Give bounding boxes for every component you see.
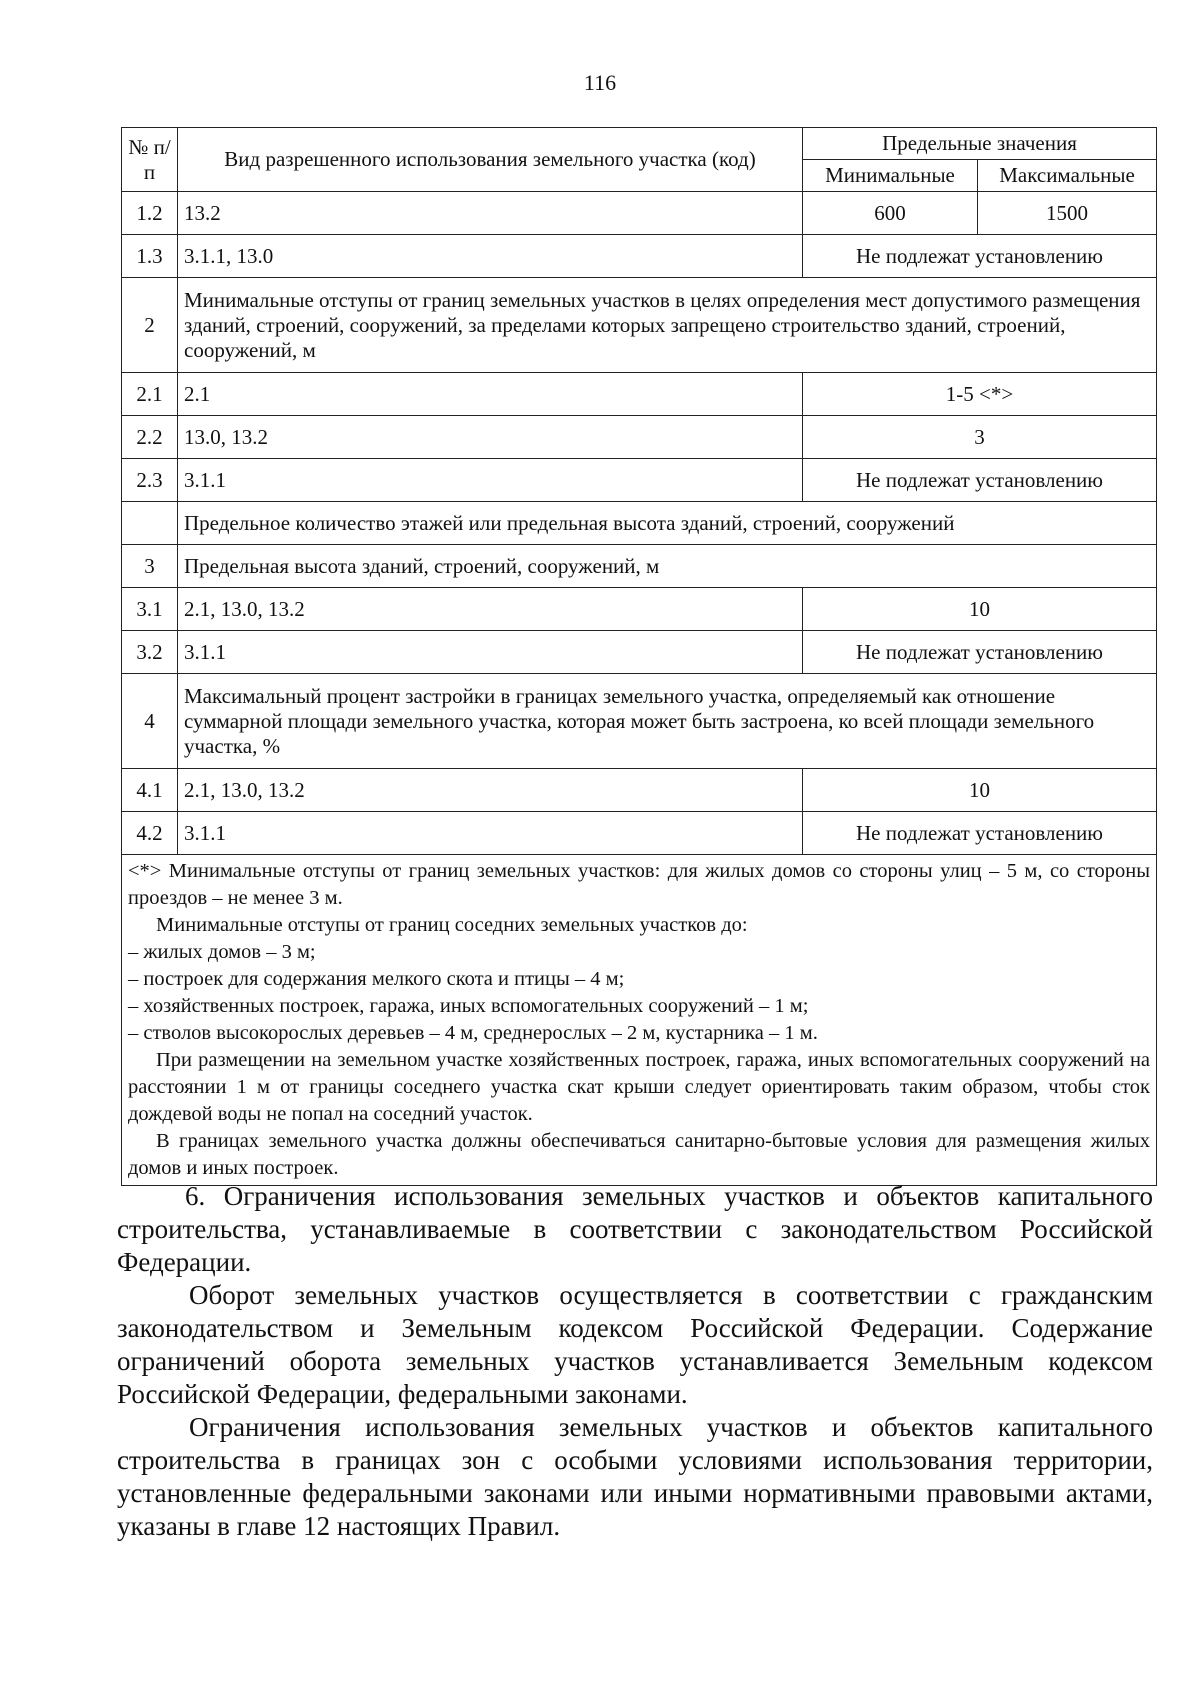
row-section-text: Предельное количество этажей или предельная высота зданий, строений, сооружений xyxy=(178,502,1157,545)
row-num: 2.1 xyxy=(122,373,178,416)
table-row xyxy=(122,459,1157,502)
row-value: 10 xyxy=(803,769,1157,812)
table-header-row xyxy=(122,128,1157,160)
header-max: Максимальные xyxy=(978,160,1157,192)
table-row xyxy=(122,769,1157,812)
paragraph: Ограничения использования земельных участков и объектов капитального строительства в границах зон с особыми условиями использования территории, установленные федеральными законами или иными нормативными правовыми актами, указаны в главе 12 настоящих Правил. xyxy=(117,1412,1153,1541)
row-code: 13.0, 13.2 xyxy=(178,416,803,459)
row-code: 2.1, 13.0, 13.2 xyxy=(178,769,803,812)
table-row xyxy=(122,588,1157,631)
row-value: Не подлежат установлению xyxy=(803,812,1157,855)
paragraph: Оборот земельных участков осуществляется в соответствии с гражданским законодательством и Земельным кодексом Российской Федерации. Содержание ограничений оборота земельных участков устанавливается Земельным кодексом Российской Федерации, федеральными законами. xyxy=(117,1280,1153,1409)
row-num: 4.1 xyxy=(122,769,178,812)
note-text: Минимальные отступы от границ соседних земельных участков до: xyxy=(156,914,748,937)
header-type: Вид разрешенного использования земельного участка (код) xyxy=(178,128,803,192)
row-num: 3.2 xyxy=(122,631,178,674)
table-row xyxy=(122,545,1157,588)
row-code: 2.1 xyxy=(178,373,803,416)
table-row xyxy=(122,502,1157,545)
row-num: 2.2 xyxy=(122,416,178,459)
row-num: 1.3 xyxy=(122,235,178,278)
land-use-limits-table xyxy=(121,127,1157,1186)
row-code: 13.2 xyxy=(178,192,803,235)
row-num: 2.3 xyxy=(122,459,178,502)
section-heading: 6. Ограничения использования земельных участков и объектов капитального строительства, устанавливаемые в соответствии с законодательством Российской Федерации. xyxy=(117,1181,1153,1277)
page-number: 116 xyxy=(583,70,617,95)
note-text: В границах земельного участка должны обеспечиваться санитарно-бытовые условия для размещения жилых домов и иных построек. xyxy=(128,1130,1151,1180)
row-code: 3.1.1, 13.0 xyxy=(178,235,803,278)
table-row xyxy=(122,373,1157,416)
table-row xyxy=(122,812,1157,855)
row-num: 2 xyxy=(122,278,178,373)
row-code: 3.1.1 xyxy=(178,812,803,855)
row-value: Не подлежат установлению xyxy=(803,235,1157,278)
table-row xyxy=(122,674,1157,769)
note-list-item: – хозяйственных построек, гаража, иных вспомогательных сооружений – 1 м; xyxy=(128,995,809,1018)
row-code: 3.1.1 xyxy=(178,631,803,674)
row-code: 3.1.1 xyxy=(178,459,803,502)
row-num: 4.2 xyxy=(122,812,178,855)
section-body xyxy=(117,1180,1153,1543)
note-list-item: – жилых домов – 3 м; xyxy=(128,941,316,964)
row-max: 1500 xyxy=(978,192,1157,235)
row-code: 2.1, 13.0, 13.2 xyxy=(178,588,803,631)
note-list-item: – построек для содержания мелкого скота и птицы – 4 м; xyxy=(128,968,625,991)
table-row xyxy=(122,631,1157,674)
table-row xyxy=(122,416,1157,459)
table-row xyxy=(122,235,1157,278)
row-num: 3 xyxy=(122,545,178,588)
row-section-text: Максимальный процент застройки в границах земельного участка, определяемый как отношение суммарной площади земельного участка, которая может быть застроена, ко всей площади земельного участка, % xyxy=(178,674,1157,769)
row-value: 1-5 <*> xyxy=(803,373,1157,416)
header-min: Минимальные xyxy=(803,160,978,192)
header-num: № п/п xyxy=(122,128,178,192)
table-row xyxy=(122,278,1157,373)
row-section-text: Минимальные отступы от границ земельных участков в целях определения мест допустимого размещения зданий, строений, сооружений, за пределами которых запрещено строительство зданий, строений, сооружений, м xyxy=(178,278,1157,373)
table-notes-row xyxy=(122,855,1157,1186)
table-notes xyxy=(122,855,1157,1186)
row-section-text: Предельная высота зданий, строений, сооружений, м xyxy=(178,545,1157,588)
row-num: 1.2 xyxy=(122,192,178,235)
note-list-item: – стволов высокорослых деревьев – 4 м, среднерослых – 2 м, кустарника – 1 м. xyxy=(128,1022,818,1045)
header-limits: Предельные значения xyxy=(803,128,1157,160)
row-value: 3 xyxy=(803,416,1157,459)
row-num: 4 xyxy=(122,674,178,769)
row-value: Не подлежат установлению xyxy=(803,631,1157,674)
note-footnote: <*> Минимальные отступы от границ земельных участков: для жилых домов со стороны улиц – 5 м, со стороны проездов – не менее 3 м. xyxy=(128,860,1151,910)
row-value: 10 xyxy=(803,588,1157,631)
row-num-empty xyxy=(122,502,178,545)
table-row xyxy=(122,192,1157,235)
row-min: 600 xyxy=(803,192,978,235)
note-text: При размещении на земельном участке хозяйственных построек, гаража, иных вспомогательных сооружений на расстоянии 1 м от границы соседнего участка скат крыши следует ориентировать таким образом, чтобы сток дождевой воды не попал на соседний участок. xyxy=(128,1049,1151,1126)
row-value: Не подлежат установлению xyxy=(803,459,1157,502)
row-num: 3.1 xyxy=(122,588,178,631)
